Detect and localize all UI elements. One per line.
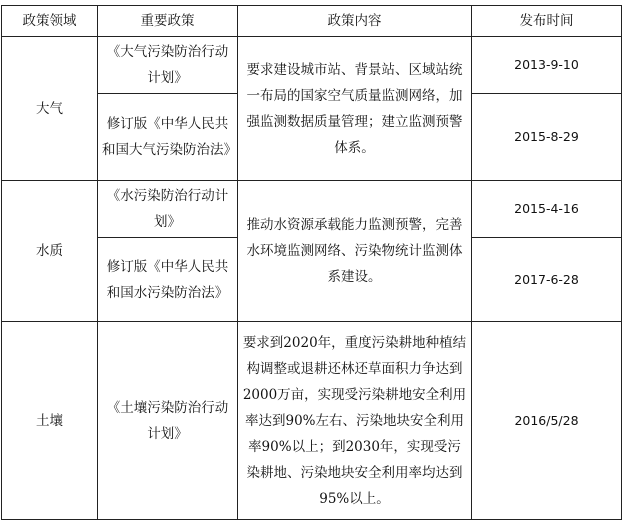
table-row [2,37,622,94]
field-cell-air: 大气 [2,37,98,181]
policy-table [1,5,622,520]
policy-cell: 《大气污染防治行动计划》 [98,37,238,94]
field-cell-soil: 土壤 [2,322,98,520]
field-cell-water: 水质 [2,181,98,322]
content-cell-water: 推动水资源承载能力监测预警，完善水环境监测网络、污染物统计监测体系建设。 [238,181,472,322]
table-row [2,322,622,520]
date-cell: 2013-9-10 [472,37,622,94]
date-cell: 2015-4-16 [472,181,622,238]
content-cell-soil: 要求到2020年，重度污染耕地种植结构调整或退耕还林还草面积力争达到2000万亩，实现受污染耕地安全利用率达到90%左右、污染地块安全利用率90%以上；到2030年，实现受污染耕地、污染地块安全利用率均达到95%以上。 [238,322,472,520]
header-row [2,6,622,37]
date-cell: 2016/5/28 [472,322,622,520]
header-policy: 重要政策 [98,6,238,37]
content-cell-air: 要求建设城市站、背景站、区域站统一布局的国家空气质量监测网络，加强监测数据质量管理；建立监测预警体系。 [238,37,472,181]
policy-cell: 修订版《中华人民共和国水污染防治法》 [98,238,238,322]
policy-cell: 《土壤污染防治行动计划》 [98,322,238,520]
header-content: 政策内容 [238,6,472,37]
date-cell: 2017-6-28 [472,238,622,322]
date-cell: 2015-8-29 [472,94,622,181]
table-row [2,181,622,238]
header-field: 政策领域 [2,6,98,37]
header-date: 发布时间 [472,6,622,37]
policy-cell: 《水污染防治行动计划》 [98,181,238,238]
policy-cell: 修订版《中华人民共和国大气污染防治法》 [98,94,238,181]
